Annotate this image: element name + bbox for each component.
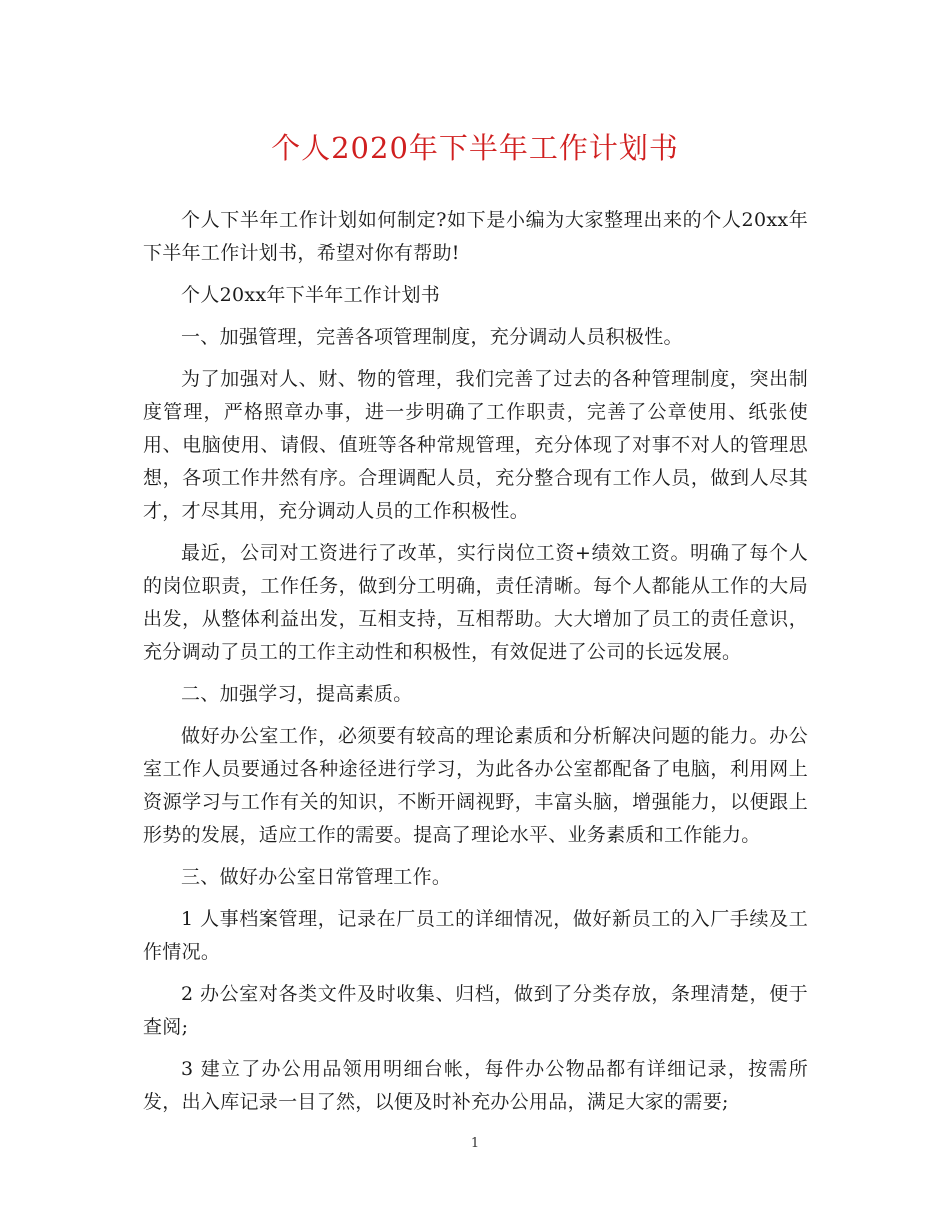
section-heading-1: 一、加强管理，完善各项管理制度，充分调动人员积极性。 <box>181 326 683 348</box>
paragraph-intro: 个人下半年工作计划如何制定?如下是小编为大家整理出来的个人20xx年下半年工作计划书，希望对你有帮助! <box>143 209 808 264</box>
document-body <box>143 204 808 1128</box>
paragraph-subtitle: 个人20xx年下半年工作计划书 <box>181 284 441 306</box>
paragraph: 做好办公室工作，必须要有较高的理论素质和分析解决问题的能力。办公室工作人员要通过各种途径进行学习，为此各办公室都配备了电脑，利用网上资源学习与工作有关的知识，不断开阔视野，丰富头脑，增强能力，以便跟上形势的发展，适应工作的需要。提高了理论水平、业务素质和工作能力。 <box>143 725 808 846</box>
paragraph: 为了加强对人、财、物的管理，我们完善了过去的各种管理制度，突出制度管理，严格照章办事，进一步明确了工作职责，完善了公章使用、纸张使用、电脑使用、请假、值班等各种常规管理，充分体现了对事不对人的管理思想，各项工作井然有序。合理调配人员，充分整合现有工作人员，做到人尽其才，才尽其用，充分调动人员的工作积极性。 <box>143 368 808 522</box>
list-item: 2 办公室对各类文件及时收集、归档，做到了分类存放，条理清楚，便于查阅; <box>143 983 808 1038</box>
list-item: 1 人事档案管理，记录在厂员工的详细情况，做好新员工的入厂手续及工作情况。 <box>143 908 808 963</box>
list-item: 3 建立了办公用品领用明细台帐，每件办公物品都有详细记录，按需所发，出入库记录一目了然，以便及时补充办公用品，满足大家的需要; <box>143 1058 808 1113</box>
page-number: 1 <box>470 1136 480 1151</box>
document-title: 个人2020年下半年工作计划书 <box>271 131 679 165</box>
section-heading-2: 二、加强学习，提高素质。 <box>181 683 413 705</box>
section-heading-3: 三、做好办公室日常管理工作。 <box>181 866 452 888</box>
paragraph: 最近，公司对工资进行了改革，实行岗位工资+绩效工资。明确了每个人的岗位职责，工作任务，做到分工明确，责任清晰。每个人都能从工作的大局出发，从整体利益出发，互相支持，互相帮助。大大增加了员工的责任意识，充分调动了员工的工作主动性和积极性，有效促进了公司的长远发展。 <box>143 542 808 663</box>
